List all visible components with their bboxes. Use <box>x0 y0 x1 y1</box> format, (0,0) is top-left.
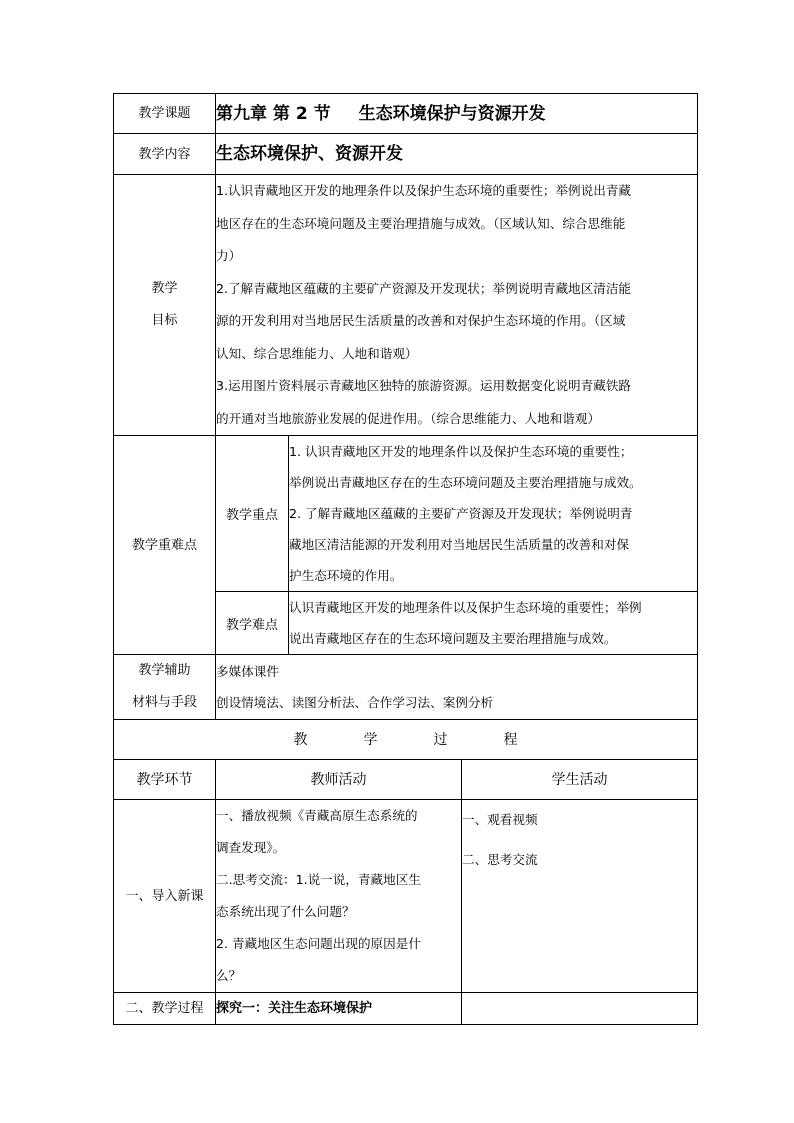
chapter-number: 第九章 第 2 节 <box>216 103 331 124</box>
col-student-header: 学生活动 <box>462 760 698 800</box>
lesson-plan-table <box>113 93 698 1025</box>
content-label: 教学内容 <box>114 134 216 175</box>
intro-student-line-1: 一、观看视频 <box>462 812 538 827</box>
content-value: 生态环境保护、资源开发 <box>216 134 698 175</box>
col-stage-header: 教学环节 <box>114 760 216 800</box>
key-diff-label: 教学重难点 <box>114 436 216 655</box>
row-content <box>114 134 698 175</box>
goals-text <box>216 175 698 436</box>
process-char-3: 过 <box>433 731 448 748</box>
row-intro <box>114 800 698 993</box>
aids-line-1: 多媒体课件 <box>216 664 279 679</box>
goals-label <box>114 175 216 436</box>
aids-label-line1: 教学辅助 <box>138 663 191 678</box>
intro-teacher-line-2: 调查发现》。 <box>216 840 286 855</box>
goal-1-line-3: 力） <box>216 248 242 263</box>
row-aids <box>114 655 698 720</box>
goal-2-line-1: 2.了解青藏地区蕴藏的主要矿产资源及开发现状；举例说明青藏地区清洁能 <box>216 280 632 296</box>
key-line-5: 护生态环境的作用。 <box>289 568 403 583</box>
intro-student-line-2: 二、思考交流 <box>462 852 538 867</box>
diff-line-2: 说出青藏地区存在的生态环境问题及主要治理措施与成效。 <box>289 631 617 646</box>
key-label: 教学重点 <box>216 436 289 592</box>
diff-label: 教学难点 <box>216 592 289 655</box>
key-line-1: 1. 认识青藏地区开发的地理条件以及保护生态环境的重要性； <box>289 444 633 459</box>
row-column-headers <box>114 760 698 800</box>
key-line-3: 2. 了解青藏地区蕴藏的主要矿产资源及开发现状；举例说明青 <box>289 506 633 521</box>
intro-teacher-line-5: 2. 青藏地区生态问题出现的原因是什 <box>216 936 421 951</box>
diff-line-1: 认识青藏地区开发的地理条件以及保护生态环境的重要性；举例 <box>289 600 642 615</box>
key-line-4: 藏地区清洁能源的开发利用对当地居民生活质量的改善和对保 <box>289 537 630 552</box>
process-char-1: 教 <box>293 731 308 748</box>
goal-1-line-1: 1.认识青藏地区开发的地理条件以及保护生态环境的重要性；举例说出青藏 <box>216 183 632 198</box>
row-process-stage <box>114 993 698 1025</box>
aids-line-2: 创设情境法、读图分析法、合作学习法、案例分析 <box>216 695 494 710</box>
diff-points-text <box>289 592 698 655</box>
topic-title: 生态环境保护与资源开发 <box>358 103 546 124</box>
goal-2-line-3: 认知、综合思维能力、人地和谐观） <box>216 345 418 361</box>
goal-2-line-2: 源的开发利用对当地居民生活质量的改善和对保护生态环境的作用。（区域 <box>216 313 626 328</box>
goal-3-line-2: 的开通对当地旅游业发展的促进作用。（综合思维能力、人地和谐观） <box>216 410 601 426</box>
aids-text <box>216 655 698 720</box>
row-key-points <box>114 436 698 592</box>
process-student-empty <box>462 993 698 1025</box>
intro-student-activity <box>462 800 698 993</box>
goals-label-line2: 目标 <box>151 313 178 328</box>
goal-1-line-2: 地区存在的生态环境问题及主要治理措施与成效。（区域认知、综合思维能 <box>216 215 626 231</box>
intro-teacher-line-3: 二.思考交流：1.说一说，青藏地区生 <box>216 872 421 887</box>
goal-3-line-1: 3.运用图片资料展示青藏地区独特的旅游资源。运用数据变化说明青藏铁路 <box>216 378 632 393</box>
aids-label <box>114 655 216 720</box>
key-points-text <box>289 436 698 592</box>
intro-stage: 一、导入新课 <box>114 800 216 993</box>
goals-label-line1: 教学 <box>151 281 178 296</box>
intro-teacher-activity <box>216 800 462 993</box>
key-line-2: 举例说出青藏地区存在的生态环境问题及主要治理措施与成效。 <box>289 475 642 490</box>
topic-label: 教学课题 <box>114 94 216 134</box>
row-goals <box>114 175 698 436</box>
intro-teacher-line-1: 一、播放视频《青藏高原生态系统的 <box>216 808 418 823</box>
row-topic <box>114 94 698 134</box>
topic-title-cell <box>216 94 698 134</box>
process-char-4: 程 <box>503 731 518 748</box>
intro-teacher-line-4: 态系统出现了什么问题？ <box>216 904 355 919</box>
intro-teacher-line-6: 么？ <box>216 968 242 983</box>
process-char-2: 学 <box>363 731 378 748</box>
row-process-heading <box>114 720 698 760</box>
col-teacher-header: 教师活动 <box>216 760 462 800</box>
aids-label-line2: 材料与手段 <box>131 695 197 710</box>
process-stage: 二、教学过程 <box>114 993 216 1025</box>
explore-1: 探究一：关注生态环境保护 <box>216 993 462 1025</box>
process-heading <box>114 720 698 760</box>
